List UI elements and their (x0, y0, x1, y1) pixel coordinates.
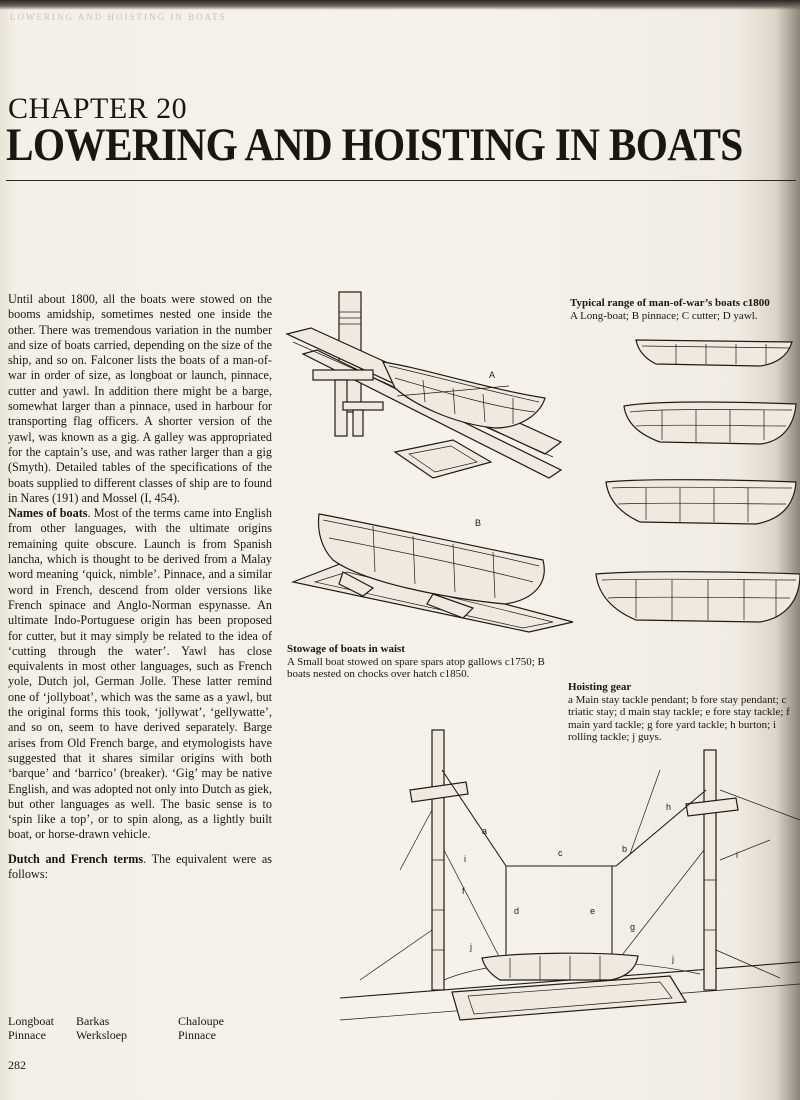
running-head: LOWERING AND HOISTING IN BOATS (10, 12, 227, 22)
chapter-title: LOWERING AND HOISTING IN BOATS (6, 119, 743, 171)
boat-b-label: B (475, 518, 482, 528)
terms-cell: Werksloep (76, 1028, 128, 1042)
typical-boats-illustration (596, 330, 796, 630)
terms-cell: Longboat (8, 1014, 54, 1028)
hatch-drawing (395, 440, 491, 478)
boat-a-label: A (489, 370, 496, 380)
title-rule (6, 180, 796, 181)
caption-title: Hoisting gear (568, 681, 632, 693)
label-i: i (736, 850, 738, 860)
terms-row (8, 1014, 224, 1028)
label-f: f (462, 886, 465, 896)
label-a: a (482, 826, 488, 836)
label-c: c (558, 848, 563, 858)
caption-stowage (287, 643, 567, 681)
label-d: d (514, 906, 520, 916)
terms-text: . The equivalent were as follows: (8, 851, 272, 881)
terms-table (8, 1014, 224, 1042)
names-heading: Names of boats (8, 506, 88, 521)
body-column (8, 292, 272, 882)
main-mast-drawing (410, 730, 468, 990)
page-top-shadow (0, 0, 800, 10)
long-boat-drawing (636, 340, 792, 366)
boat-a-drawing (383, 362, 545, 428)
label-e: e (590, 906, 596, 916)
names-paragraph (8, 506, 272, 843)
caption-title: Typical range of man-of-war’s boats c1800 (570, 297, 770, 309)
caption-text: a Main stay tackle pendant; b fore stay pendant; c triatic stay; d main stay tackle; e fore stay tackle; f main yard tackle; g fore yard tackle; h burton; i rolling tackle; j guys. (568, 693, 790, 743)
terms-cell: Chaloupe (178, 1014, 224, 1028)
terms-cell: Pinnace (178, 1028, 216, 1042)
cutter-drawing (606, 480, 796, 524)
label-g: g (630, 922, 636, 932)
boat-b-drawing (293, 514, 573, 632)
terms-heading: Dutch and French terms (8, 851, 144, 866)
terms-cell: Barkas (76, 1014, 110, 1028)
stowage-illustration (283, 292, 573, 632)
terms-cell: Pinnace (8, 1028, 46, 1042)
terms-paragraph (8, 852, 272, 883)
intro-paragraph: Until about 1800, all the boats were stowed on the booms amidship, sometimes nested one inside the other. There was tremendous variation in the number and size of boats carried, depending on the size of the ship, and so on. Falconer lists the boats of a man-of-war in order of size, as longboat or launch, pinnace, cutter and yawl. In addition there might be a barge, somewhat larger than a pinnace, used in harbour for transporting flag officers. A shorter version of the yawl, was known as a gig. A galley was appropriated for the captain’s use, and was rather larger than a gig (Smyth). Detailed tables of the specifications of the boats supplied to different classes of ship are to found in Nares (191) and Mossel (I, 454). (8, 292, 272, 505)
label-j: j (672, 954, 674, 964)
label-h: h (666, 802, 672, 812)
fore-mast-drawing (686, 750, 738, 990)
caption-text: A Long-boat; B pinnace; C cutter; D yawl. (570, 309, 758, 322)
caption-typical-boats (570, 297, 800, 322)
pinnace-drawing (624, 402, 796, 444)
label-j: j (470, 942, 472, 952)
chapter-number: CHAPTER 20 (8, 92, 188, 125)
terms-row (8, 1028, 224, 1042)
names-text: . Most of the terms came into English from other languages, with the ultimate origins remaining quite obscure. Launch is from Spanish lancha, which is thought to be derived from a Malay word meaning ‘quick, nimble’. Pinnace, and a similar word in French, descend from older versions like French spinace and Anglo-Norman espynasse. An ultimate Indo-Portuguese origin has been proposed for cutter, but it may simply be related to the idea of ‘cutting through the water’. Yawl has close equivalents in most other languages, such as French yole, Dutch jol, German Jolle. These latter remind one of ‘jollyboat’, which was the same as a yawl, but the original forms this took, ‘jollywat’, ‘gellywatte’, and so on, seem to have derived separately. Barge arises from Old French barge, and etymologists have suggested that it shares similar origins with both ‘barque’ and ‘barrico’ (breaker). ‘Gig’ may be native English, and was adopted not only into Dutch as giek, but other languages as well. The basic sense is to ‘spin like a top’, or to spin along, as a lightly built boat, or horse-drawn vehicle. (8, 506, 272, 842)
hoisting-labels (462, 802, 738, 964)
caption-text: A Small boat stowed on spare spars atop gallows c1750; B boats nested on chocks over hatch c1850. (287, 655, 545, 680)
label-b: b (622, 844, 628, 854)
page-number: 282 (8, 1058, 26, 1072)
hoisting-gear-illustration (340, 730, 800, 1030)
label-i: i (464, 854, 466, 864)
caption-title: Stowage of boats in waist (287, 643, 405, 655)
yawl-drawing (596, 572, 800, 622)
paragraph-gap (8, 843, 272, 852)
